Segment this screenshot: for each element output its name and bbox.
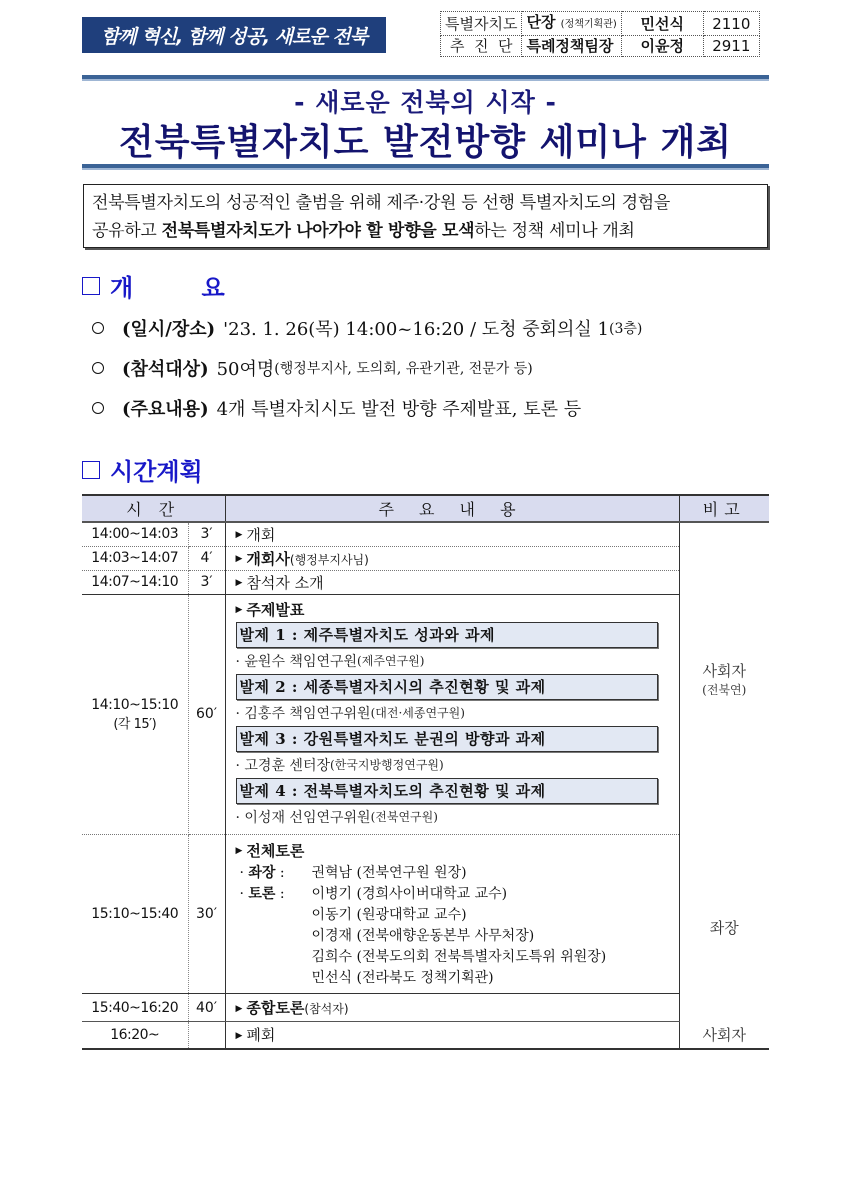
note-cell: 사회자 <box>679 1022 769 1049</box>
content-cell <box>225 594 679 834</box>
presentations-heading: ▶ 주제발표 <box>235 600 305 619</box>
item-value: 4개 특별자치시도 발전 방향 주제발표, 토론 등 <box>216 399 582 420</box>
schedule-table <box>82 494 769 1050</box>
duration-cell: 60′ <box>188 594 225 834</box>
contact-org: 추 진 단 <box>441 36 522 57</box>
duration-cell: 40′ <box>188 994 225 1022</box>
contact-org: 특별자치도 <box>441 12 522 36</box>
list-item <box>92 308 772 348</box>
duration-cell <box>188 1022 225 1049</box>
presentation-speaker: · 윤원수 책임연구원 (제주연구원) <box>235 653 425 670</box>
time-cell: 14:07~14:10 <box>82 570 188 594</box>
contact-role: 특례정책팀장 <box>522 36 621 57</box>
table-row <box>82 994 769 1022</box>
triangle-bullet-icon: ▶ <box>235 605 243 615</box>
summary-line: 공유하고 전북특별자치도가 나아가야 할 방향을 모색하는 정책 세미나 개최 <box>92 221 635 241</box>
time-cell: 14:10~15:10 (각 15′) <box>82 594 188 834</box>
discussion-heading: ▶ 전체토론 <box>236 839 679 864</box>
note-cell: 좌장 <box>709 919 739 938</box>
content-cell: ▶ 개회 <box>225 522 679 546</box>
title-divider-bottom <box>82 164 769 170</box>
contact-tel: 2110 <box>703 12 759 36</box>
triangle-bullet-icon: ▶ <box>235 554 243 564</box>
contact-name: 민선식 <box>621 12 703 36</box>
time-cell: 14:03~14:07 <box>82 546 188 570</box>
item-note: (행정부지사, 도의회, 유관기관, 전문가 등) <box>274 361 533 377</box>
section-heading-overview <box>82 268 255 303</box>
item-value: '23. 1. 26(목) 14:00~16:20 / 도청 중회의실 1 <box>223 319 609 340</box>
subtitle: - 새로운 전북의 시작 - <box>294 88 557 117</box>
content-cell: ▶ 종합토론(참석자) <box>225 994 679 1022</box>
presentation-title: 발제 4 : 전북특별자치도의 추진현황 및 과제 <box>236 778 658 804</box>
content-cell: ▶ 폐회 <box>225 1022 679 1049</box>
triangle-bullet-icon: ▶ <box>235 846 243 856</box>
duration-cell: 3′ <box>188 522 225 546</box>
content-cell: ▶ 참석자 소개 <box>225 570 679 594</box>
contact-tel: 2911 <box>703 36 759 57</box>
checkbox-square-icon <box>82 277 100 295</box>
discussion-panelist: · 토론 : 이병기 (경희사이버대학교 교수) <box>239 886 508 902</box>
title-divider-top <box>82 75 769 81</box>
item-key: (주요내용) <box>122 399 209 420</box>
discussion-panelist: 이동기 (원광대학교 교수) <box>311 907 467 923</box>
duration-cell: 30′ <box>188 834 225 994</box>
triangle-bullet-icon: ▶ <box>235 530 243 541</box>
contact-role: 단장 (정책기획관) <box>522 12 621 36</box>
column-header-time: 시 간 <box>82 495 225 522</box>
circle-bullet-icon <box>92 362 104 374</box>
presentation-title: 발제 1 : 제주특별자치도 성과와 과제 <box>236 622 658 648</box>
table-row-presentations <box>82 594 769 834</box>
content-cell <box>225 834 679 994</box>
time-cell: 15:40~16:20 <box>82 994 188 1022</box>
list-item <box>92 388 772 428</box>
checkbox-square-icon <box>82 461 100 479</box>
item-key: (일시/장소) <box>122 319 216 340</box>
table-row <box>82 570 769 594</box>
list-item <box>92 348 772 388</box>
time-cell: 15:10~15:40 <box>82 834 188 994</box>
presentation-speaker: · 김홍주 책임연구위원 (대전·세종연구원) <box>235 705 465 722</box>
contact-name: 이윤정 <box>621 36 703 57</box>
presentation-title: 발제 2 : 세종특별자치시의 추진현황 및 과제 <box>236 674 658 700</box>
duration-cell: 3′ <box>188 570 225 594</box>
item-note: (3층) <box>608 321 643 337</box>
section-title: 개 요 <box>110 274 255 302</box>
section-heading-schedule <box>82 452 203 487</box>
time-cell: 14:00~14:03 <box>82 522 188 546</box>
triangle-bullet-icon: ▶ <box>235 1030 243 1041</box>
contact-table <box>440 11 760 57</box>
item-key: (참석대상) <box>122 359 209 380</box>
section-title: 시간계획 <box>110 458 203 486</box>
discussion-panelist: 민선식 (전라북도 정책기획관) <box>311 970 494 986</box>
presentation-speaker: · 고경훈 센터장 (한국지방행정연구원) <box>235 757 444 774</box>
duration-cell: 4′ <box>188 546 225 570</box>
slogan-banner: 함께 혁신, 함께 성공, 새로운 전북 <box>82 17 386 53</box>
table-row <box>82 522 769 546</box>
table-row <box>82 1022 769 1049</box>
discussion-panelist: 이경재 (전북애향운동본부 사무처장) <box>311 928 535 944</box>
time-cell: 16:20~ <box>82 1022 188 1049</box>
summary-line: 전북특별자치도의 성공적인 출범을 위해 제주·강원 등 선행 특별자치도의 경험을 <box>92 193 670 213</box>
column-header-content: 주 요 내 용 <box>225 495 679 522</box>
contact-row <box>441 36 760 57</box>
discussion-chair: · 좌장 : 권혁남 (전북연구원 원장) <box>239 865 467 881</box>
page-title: 전북특별자치도 발전방향 세미나 개최 <box>118 122 733 163</box>
content-cell: ▶ 개회사(행정부지사님) <box>225 546 679 570</box>
item-value: 50여명 <box>216 359 275 380</box>
triangle-bullet-icon: ▶ <box>235 578 243 588</box>
note-cell: 사회자 (전북연) <box>702 661 747 697</box>
triangle-bullet-icon: ▶ <box>235 1003 243 1014</box>
presentation-speaker: · 이성재 선임연구위원 (전북연구원) <box>235 809 438 826</box>
circle-bullet-icon <box>92 402 104 414</box>
table-row-discussion <box>82 834 769 994</box>
circle-bullet-icon <box>92 322 104 334</box>
overview-list <box>92 308 772 428</box>
discussion-panelist: 김희수 (전북도의회 전북특별자치도특위 위원장) <box>311 949 607 965</box>
contact-row <box>441 12 760 36</box>
table-header-row <box>82 495 769 522</box>
presentation-title: 발제 3 : 강원특별자치도 분권의 방향과 과제 <box>236 726 658 752</box>
column-header-note: 비고 <box>679 495 769 522</box>
summary-box <box>83 184 768 248</box>
table-row <box>82 546 769 570</box>
